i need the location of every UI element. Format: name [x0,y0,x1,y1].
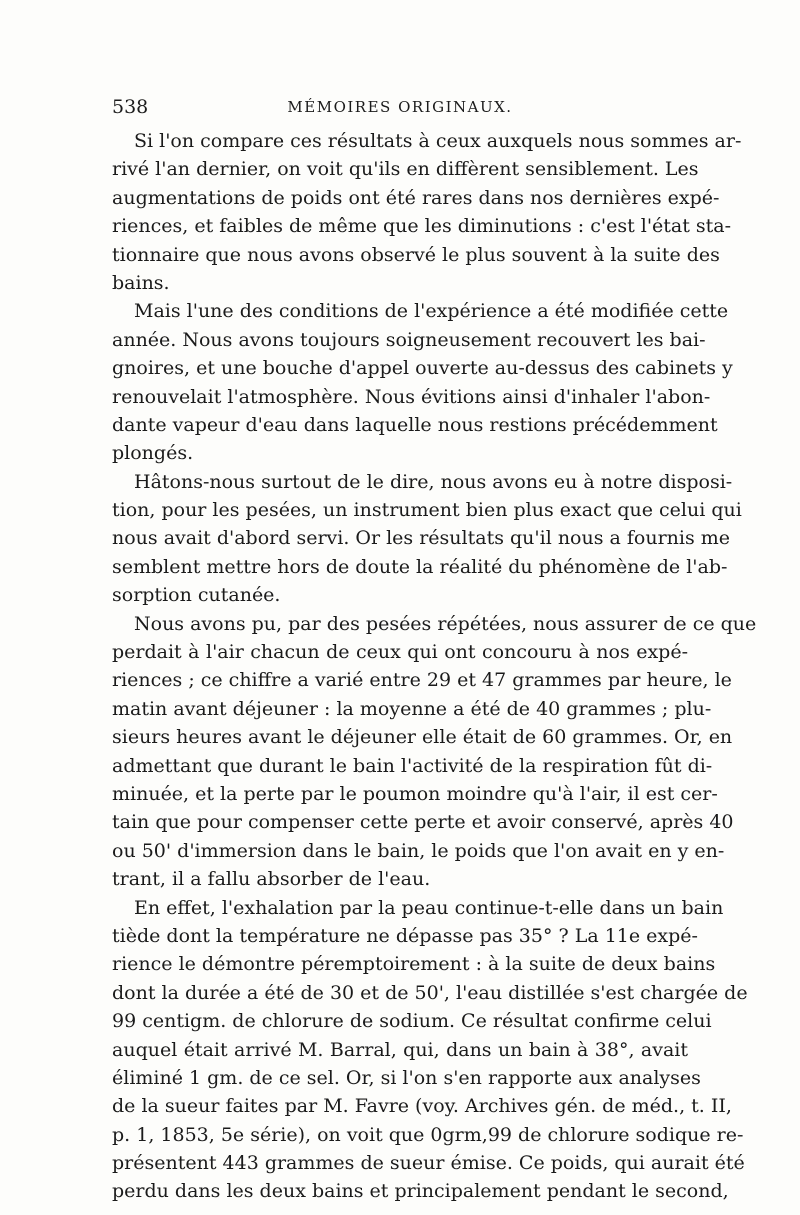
text-line: plongés. [112,442,194,465]
text-line: sorption cutanée. [112,584,281,607]
text-line: bains. [112,271,170,294]
text-line: ou 50' d'immersion dans le bain, le poids que l'on avait en y en- [112,839,725,862]
text-line: semblent mettre hors de doute la réalité du phénomène de l'ab- [112,555,728,578]
text-line: gnoires, et une bouche d'appel ouverte au-dessus des cabinets y [112,357,733,380]
text-line: présentent 443 grammes de sueur émise. Ce poids, qui aurait été [112,1152,745,1175]
text-line: Hâtons-nous surtout de le dire, nous avons eu à notre disposi- [134,470,733,493]
text-line: tionnaire que nous avons observé le plus souvent à la suite des [112,243,720,266]
text-line: éliminé 1 gm. de ce sel. Or, si l'on s'en rapporte aux analyses [112,1066,701,1089]
text-line: augmentations de poids ont été rares dans nos dernières expé- [112,186,720,209]
text-line: riences ; ce chiffre a varié entre 29 et 47 grammes par heure, le [112,669,732,692]
text-line: rience le démontre péremptoirement : à la suite de deux bains [112,953,716,976]
text-line: année. Nous avons toujours soigneusement recouvert les bai- [112,328,706,351]
text-line: perdu dans les deux bains et principalement pendant le second, [112,1180,729,1203]
text-line: En effet, l'exhalation par la peau continue-t-elle dans un bain [134,896,724,919]
text-line: auquel était arrivé M. Barral, qui, dans un bain à 38°, avait [112,1038,688,1061]
text-line: rivé l'an dernier, on voit qu'ils en diffèrent sensiblement. Les [112,158,699,181]
page-header [112,96,688,120]
text-line: renouvelait l'atmosphère. Nous évitions ainsi d'inhaler l'abon- [112,385,711,408]
text-line: Nous avons pu, par des pesées répétées, nous assurer de ce que [134,612,757,635]
text-line: trant, il a fallu absorber de l'eau. [112,868,431,891]
text-line: dante vapeur d'eau dans laquelle nous restions précédemment [112,413,718,436]
text-line: sieurs heures avant le déjeuner elle était de 60 grammes. Or, en [112,726,733,749]
text-line: Si l'on compare ces résultats à ceux auxquels nous sommes ar- [134,130,742,152]
text-line: perdait à l'air chacun de ceux qui ont concouru à nos expé- [112,641,688,664]
text-line: tain que pour compenser cette perte et avoir conservé, après 40 [112,811,734,834]
text-line: de la sueur faites par M. Favre (voy. Archives gén. de méd., t. II, [112,1095,732,1118]
text-line: 99 centigm. de chlorure de sodium. Ce résultat confirme celui [112,1010,712,1033]
text-line: minuée, et la perte par le poumon moindre qu'à l'air, il est cer- [112,782,718,805]
text-line: nous avait d'abord servi. Or les résultats qu'il nous a fournis me [112,527,731,550]
text-line: dont la durée a été de 30 et de 50', l'eau distillée s'est chargée de [112,981,748,1004]
text-line: p. 1, 1853, 5e série), on voit que 0grm,99 de chlorure sodique re- [112,1123,744,1146]
text-line: admettant que durant le bain l'activité de la respiration fût di- [112,754,713,777]
text-line: matin avant déjeuner : la moyenne a été de 40 grammes ; plu- [112,697,712,720]
text-line: riences, et faibles de même que les diminutions : c'est l'état sta- [112,215,732,238]
running-title: MÉMOIRES ORIGINAUX. [287,98,513,116]
text-line: tion, pour les pesées, un instrument bien plus exact que celui qui [112,499,742,522]
text-line: tiède dont la température ne dépasse pas 35° ? La 11e expé- [112,924,698,947]
text-line: Mais l'une des conditions de l'expérience a été modifiée cette [134,300,729,323]
body-text [112,127,757,1206]
page-number: 538 [112,96,149,118]
